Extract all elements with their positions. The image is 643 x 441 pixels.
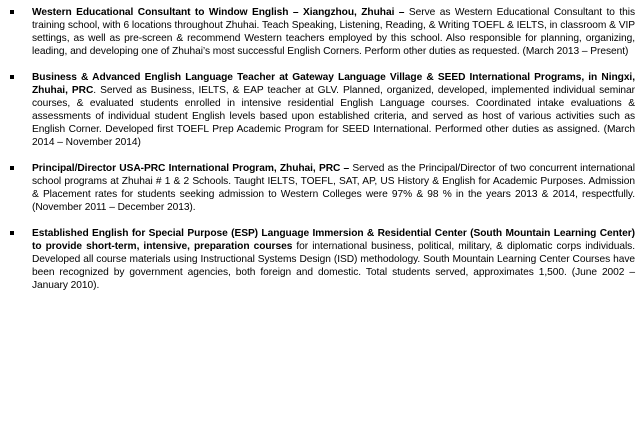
entry-heading: Business & Advanced English Language Teacher at Gateway Language Village & SEED International Programs, in Ningxi, Zhuhai, PRC [32,72,635,96]
bullet-icon [10,231,14,235]
experience-entry-gateway-language-village [8,71,635,149]
entry-description: Served as the Principal/Director of two concurrent international school programs at Zhuhai # 1 & 2 Schools. Taught IELTS, TOEFL, SAT, AP, US History & English for Academic Purposes. Admission & Placement rates for students seeking admission to Western Colleges were 97% & 98 % in the years 2013 & 2014, respectfully. (November 2011 – December 2013). [32,163,636,213]
bullet-icon [10,166,14,170]
entry-heading: Western Educational Consultant to Window English – Xiangzhou, Zhuhai – [32,7,405,18]
bullet-icon [10,75,14,79]
bullet-icon [10,10,14,14]
experience-entry-south-mountain-center [8,227,635,292]
entry-heading: Principal/Director USA-PRC International Program, Zhuhai, PRC – [32,163,350,174]
entry-heading: Established English for Special Purpose (ESP) Language Immersion & Residential Center (South Mountain Learning Center) to provide short-term, intensive, preparation courses [32,228,635,252]
experience-entry-usa-prc-program [8,162,635,214]
entry-description: . Served as Business, IELTS, & EAP teacher at GLV. Planned, organized, developed, implemented individual seminar courses, & evaluated students enrolled in intensive residential English Language courses. Coordinated intake evaluations & assessments of individual student English levels based upon established criteria, and served as host of various activities such as English Corner. Developed first TOEFL Prep Academic Program for SEED International. Performed other duties as assigned. (March 2014 – November 2014) [32,85,635,148]
entry-description: for international business, political, military, & diplomatic corps individuals. Developed all course materials using Instructional Systems Design (ISD) methodology. South Mountain Learning Center Courses have been recognized by government agencies, both foreign and domestic. Total students served, approximates 1,500. (June 2002 – January 2010). [32,241,635,291]
experience-entry-window-english [8,6,635,58]
entry-description: Serve as Western Educational Consultant to this training school, with 6 locations throughout Zhuhai. Teach Speaking, Listening, Reading, & Writing TOEFL & IELTS, in classroom & VIP settings, as well as pre-screen & recommend Western teachers employed by this school. Also responsible for planning, organizing, leading, and developing one of Zhuhai’s most successful English Corners. Perform other duties as requested. (March 2013 – Present) [32,7,635,57]
